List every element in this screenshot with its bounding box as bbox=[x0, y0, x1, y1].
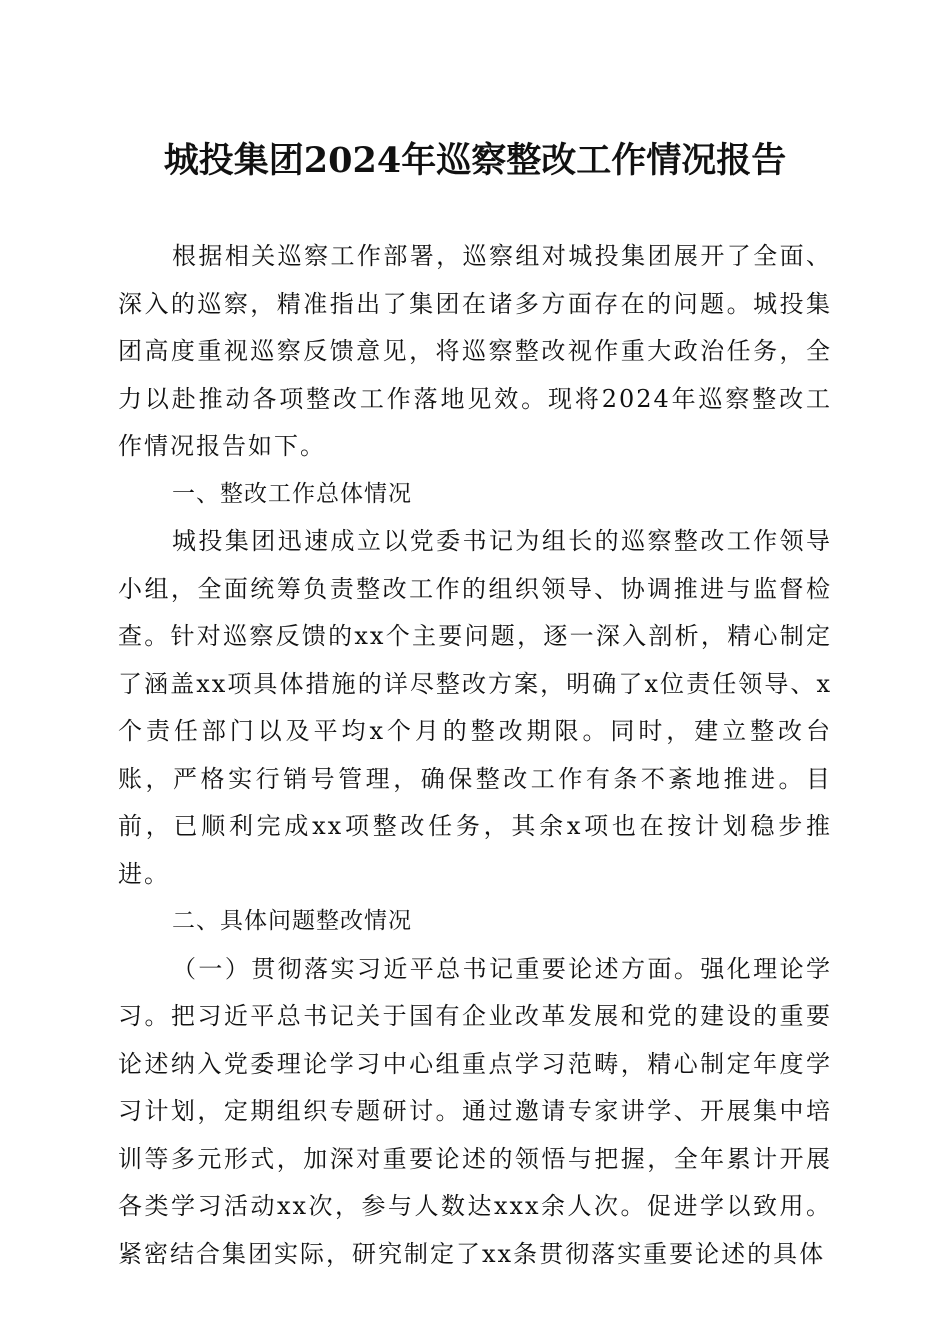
section-1-paragraph: 城投集团迅速成立以党委书记为组长的巡察整改工作领导小组，全面统筹负责整改工作的组织领导、协调推进与监督检查。针对巡察反馈的xx个主要问题，逐一深入剖析，精心制定了涵盖xx项具体措施的详尽整改方案，明确了x位责任领导、x个责任部门以及平均x个月的整改期限。同时，建立整改台账，严格实行销号管理，确保整改工作有条不紊地推进。目前，已顺利完成xx项整改任务，其余x项也在按计划稳步推进。 bbox=[118, 527, 832, 888]
document-title: 城投集团2024年巡察整改工作情况报告 bbox=[163, 140, 787, 181]
section-1-heading: 一、整改工作总体情况 bbox=[172, 480, 412, 507]
section-2-subsection-1-paragraph: （一）贯彻落实习近平总书记重要论述方面。强化理论学习。把习近平总书记关于国有企业改革发展和党的建设的重要论述纳入党委理论学习中心组重点学习范畴，精心制定年度学习计划，定期组织专题研讨。通过邀请专家讲学、开展集中培训等多元形式，加深对重要论述的领悟与把握，全年累计开展各类学习活动xx次，参与人数达xxx余人次。促进学以致用。紧密结合集团实际，研究制定了xx条贯彻落实重要论述的具体 bbox=[118, 954, 832, 1268]
section-2-heading: 二、具体问题整改情况 bbox=[172, 908, 412, 934]
document-body bbox=[118, 233, 832, 1278]
intro-paragraph: 根据相关巡察工作部署，巡察组对城投集团展开了全面、深入的巡察，精准指出了集团在诸多方面存在的问题。城投集团高度重视巡察反馈意见，将巡察整改视作重大政治任务，全力以赴推动各项整改工作落地见效。现将2024年巡察整改工作情况报告如下。 bbox=[118, 242, 832, 460]
